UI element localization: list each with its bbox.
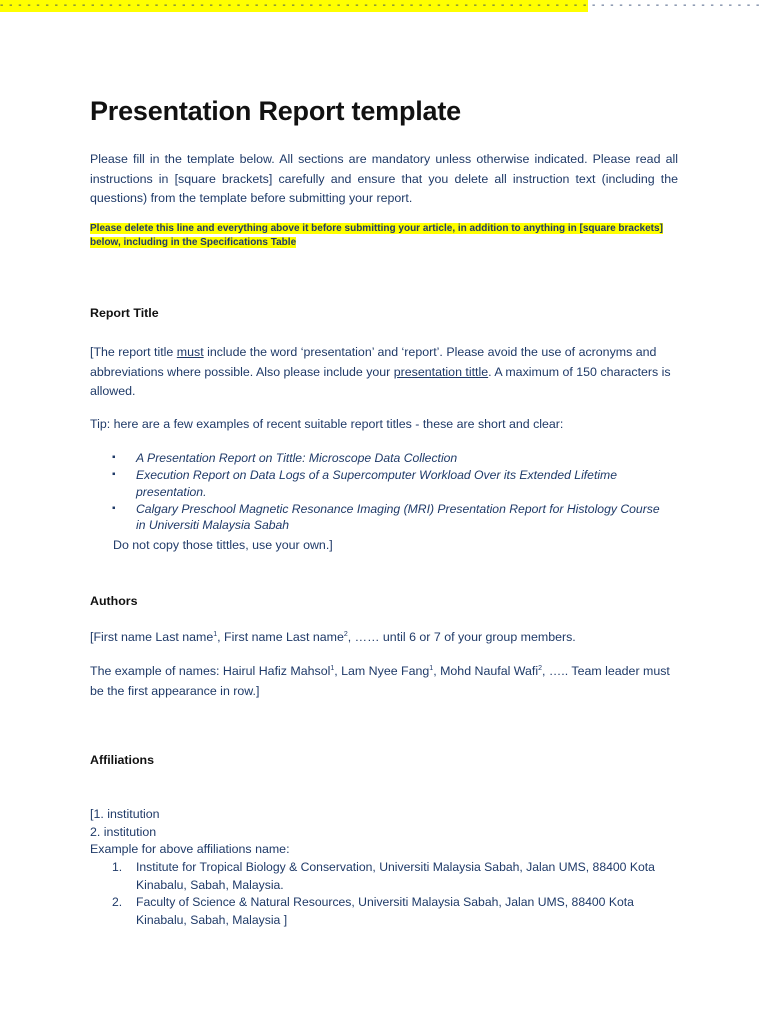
affiliation-marker: 1: [213, 630, 218, 638]
affiliation-line: Example for above affiliations name:: [90, 842, 290, 856]
section-heading-report-title: Report Title: [90, 306, 159, 320]
affiliation-marker: 1: [330, 664, 335, 672]
page-title: Presentation Report template: [90, 96, 461, 126]
section-heading-authors: Authors: [90, 594, 138, 608]
affiliation-marker: 1: [429, 664, 434, 672]
author-text: The example of names: Hairul Hafiz Mahsol: [90, 664, 331, 678]
author-text: [First name Last name: [90, 630, 214, 644]
instruction-text: [The report title: [90, 345, 177, 359]
highlight-note: [90, 222, 678, 250]
authors-example: [90, 662, 680, 701]
author-text: , ….. Team leader must be the first appearance in row.]: [90, 664, 670, 698]
example-titles-list: [112, 450, 672, 534]
instruction-text: . A maximum of 150 characters is allowed.: [90, 364, 671, 398]
report-title-instructions: [90, 343, 680, 402]
affiliation-example: Institute for Tropical Biology & Conservation, Universiti Malaysia Sabah, Jalan UMS, 88400 Kota Kinabalu, Sabah, Malaysia.: [136, 860, 655, 892]
list-item: [112, 501, 672, 534]
authors-format-line: [90, 628, 680, 648]
bullet-icon: ▪: [112, 502, 116, 514]
list-item: [112, 450, 672, 467]
bullet-icon: ▪: [112, 452, 116, 463]
list-item: [112, 467, 672, 500]
list-item: [112, 859, 672, 894]
example-title: Calgary Preschool Magnetic Resonance Imaging (MRI) Presentation Report for Histology Course in Universiti Malaysia Sabah: [136, 501, 660, 532]
example-title: A Presentation Report on Tittle: Microscope Data Collection: [136, 451, 458, 465]
author-text: , …… until 6 or 7 of your group members.: [347, 630, 576, 644]
tip-text: Tip: here are a few examples of recent suitable report titles - these are short and clear:: [90, 417, 564, 431]
author-text: , Lam Nyee Fang: [334, 664, 430, 678]
affiliation-line: 2. institution: [90, 824, 157, 839]
section-heading-affiliations: Affiliations: [90, 753, 155, 767]
highlight-note-text: Please delete this line and everything above it before submitting your article, in addition to anything in [square brackets] below, including in the Specifications Table: [90, 223, 663, 248]
affiliations-format: [90, 806, 290, 859]
list-number: 1.: [112, 860, 123, 874]
dashed-separator: - - - - - - - - - - - - - - - - - - - - - - - - - - - - - - - - - - - - - - - - - - - - - - - - - - - - - - - - - - - - - - - - - - - - - - - - - - - - - - - - - - - -: [0, 0, 761, 11]
affiliation-marker: 2: [343, 630, 348, 638]
bullet-icon: ▪: [112, 469, 116, 480]
instruction-text: include the word ‘presentation’ and ‘report’. Please avoid the use of acronyms and abbreviations where possible. Also please include your: [90, 345, 657, 379]
author-text: , First name Last name: [217, 630, 344, 644]
list-item: [112, 894, 672, 929]
affiliation-example: Faculty of Science & Natural Resources, Universiti Malaysia Sabah, Jalan UMS, 88400 Kota Kinabalu, Sabah, Malaysia ]: [136, 895, 634, 927]
list-number: 2.: [112, 895, 123, 909]
intro-paragraph: Please fill in the template below. All sections are mandatory unless otherwise indicated. Please read all instructions in [square brackets] carefully and ensure that you delete all instruction text (including the questions) from the template before submitting your report.: [90, 152, 678, 205]
emphasis-must: must: [176, 345, 204, 359]
affiliations-example-list: [112, 859, 672, 929]
example-title: Execution Report on Data Logs of a Supercomputer Workload Over its Extended Lifetime presentation.: [136, 468, 617, 499]
affiliation-marker: 2: [538, 664, 543, 672]
emphasis-presentation-tittle: presentation tittle: [393, 364, 489, 379]
affiliation-line: [1. institution: [90, 807, 160, 821]
examples-closing-note: Do not copy those tittles, use your own.]: [113, 538, 333, 552]
author-text: , Mohd Naufal Wafi: [433, 664, 539, 678]
